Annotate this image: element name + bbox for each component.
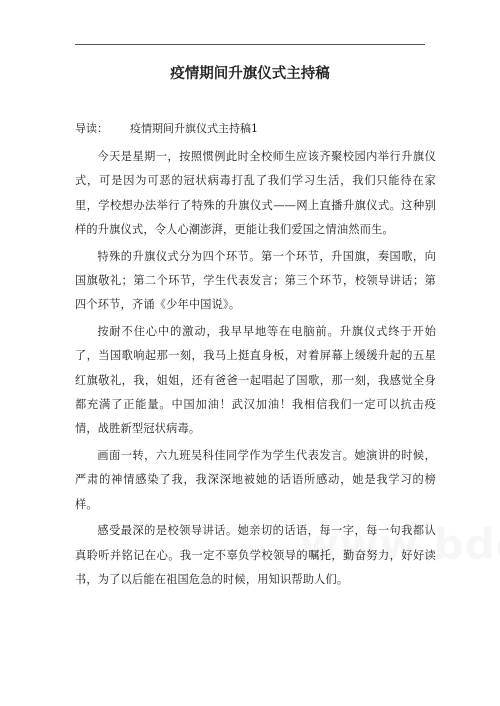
document-body [75, 145, 436, 594]
header-rule [75, 44, 425, 45]
guide-text: 疫情期间升旗仪式主持稿1 [130, 122, 258, 135]
paragraph-5: 感受最深的是校领导讲话。她亲切的话语，每一字，每一句我都认真聆听并铭记在心。我一定不辜负学校领导的嘱托，勤奋努力，好好读书，为了以后能在祖国危急的时候，用知识帮助人们。 [75, 524, 436, 586]
guide-line [75, 121, 435, 137]
paragraph-1: 今天是星期一，按照惯例此时全校师生应该齐聚校园内举行升旗仪式，可是因为可恶的冠状病毒打乱了我们学习生活，我们只能待在家里，学校想办法举行了特殊的升旗仪式——网上直播升旗仪式。这种别样的升旗仪式，令人心潮澎湃，更能让我们爱国之情油然而生。 [75, 150, 436, 237]
guide-label: 导读： [75, 122, 108, 135]
paragraph-3: 按耐不住心中的激动，我早早地等在电脑前。升旗仪式终于开始了，当国歌响起那一刻，我马上挺直身板，对着屏幕上缓缓升起的五星红旗敬礼，我，姐姐，还有爸爸一起唱起了国歌，那一刻，我感觉全身都充满了正能量。中国加油！武汉加油！我相信我们一定可以抗击疫情，战胜新型冠状病毒。 [75, 324, 436, 436]
document-title: 疫情期间升旗仪式主持稿 [170, 66, 330, 82]
paragraph-4: 画面一转，六九班吴科佳同学作为学生代表发言。她演讲的时候，严肃的神情感染了我，我深深地被她的话语所感动，她是我学习的榜样。 [75, 448, 436, 511]
paragraph-2: 特殊的升旗仪式分为四个环节。第一个环节，升国旗，奏国歌，向国旗敬礼；第二个环节，学生代表发言；第三个环节，校领导讲话；第四个环节，齐诵《少年中国说》。 [75, 249, 436, 312]
